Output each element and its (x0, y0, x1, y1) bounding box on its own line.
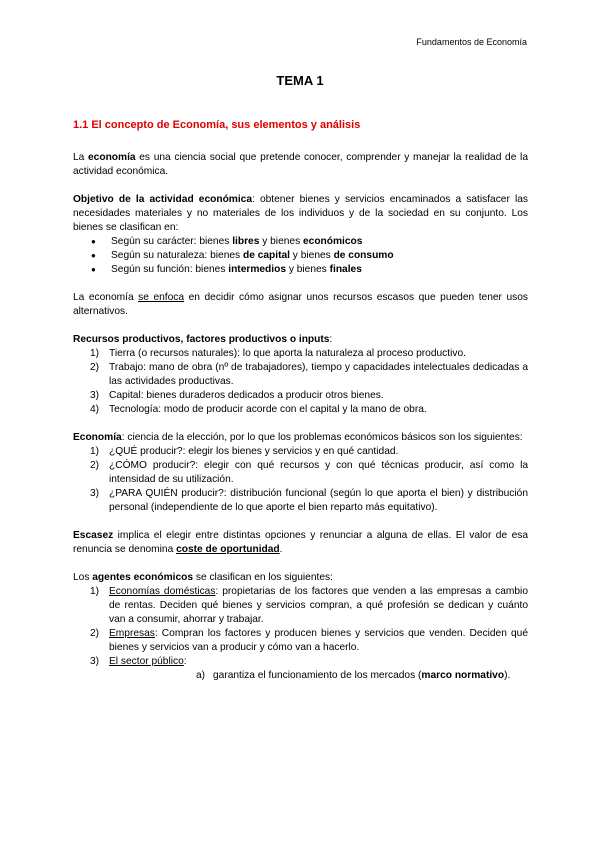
resources-list (73, 347, 528, 417)
list-item (73, 347, 528, 361)
item-text: Tierra (o recursos naturales): lo que aporta la naturaleza al proceso productivo. (109, 348, 466, 359)
list-item (73, 459, 528, 487)
bold-term: libres (232, 236, 260, 247)
text: se clasifican en los siguientes: (193, 572, 333, 583)
text: garantiza el funcionamiento de los mercados ( (213, 670, 422, 681)
list-item (73, 627, 528, 655)
text: ). (504, 670, 511, 681)
text: La economía (73, 292, 139, 303)
bold-term: Recursos productivos, factores productivos o inputs (73, 334, 330, 345)
paragraph-scarcity (73, 529, 528, 557)
item-number: 2) (90, 460, 100, 471)
item-text: : (183, 656, 187, 667)
item-number: a) (196, 670, 206, 681)
item-number: 1) (90, 446, 100, 457)
bold-term: Objetivo de la actividad económica (73, 194, 253, 205)
underlined-term: Economías domésticas (109, 586, 216, 597)
text: y bienes (259, 236, 303, 247)
text: es una ciencia social que pretende conocer, comprender y manejar la realidad de la actividad económica. (73, 152, 528, 177)
goods-list (73, 235, 528, 277)
list-item (73, 389, 528, 403)
document-body (73, 118, 528, 697)
bold-term: Escasez (73, 530, 114, 541)
text: y bienes (286, 264, 330, 275)
text: Los (73, 572, 93, 583)
item-number: 3) (90, 390, 100, 401)
underlined-term: Empresas (109, 628, 155, 639)
item-text: ¿PARA QUIÉN producir?: distribución funcional (según lo que aporta el bien) y distribución personal (independiente de lo que aporte el bien reparto más equitativo). (109, 488, 528, 513)
item-text: ¿QUÉ producir?: elegir los bienes y servicios y en qué cantidad. (109, 446, 399, 457)
paragraph-economics (73, 431, 528, 445)
item-number: 4) (90, 404, 100, 415)
sub-list-item (109, 669, 528, 683)
item-text: : propietarias de los factores que venden a las empresas a cambio de rentas. Deciden qué bienes y servicios compran, a qué profesión se dedican y cuánto van a consumir, ahorrar y trabajar. (109, 586, 528, 625)
list-item (73, 445, 528, 459)
text: y bienes (289, 250, 334, 261)
underlined-term: El sector público (109, 656, 184, 667)
item-number: 2) (90, 628, 100, 639)
item-text: Capital: bienes duraderos dedicados a producir otros bienes. (109, 390, 384, 401)
item-number: 3) (90, 488, 100, 499)
bold-term: de consumo (333, 250, 394, 261)
text: Según su carácter: bienes (111, 236, 233, 247)
list-item (73, 585, 528, 627)
item-number: 2) (90, 362, 100, 373)
paragraph-objective (73, 193, 528, 235)
item-text: Trabajo: mano de obra (nº de trabajadores), tiempo y capacidades intelectuales dedicadas a las actividades productivas. (109, 362, 528, 387)
agents-list (73, 585, 528, 683)
text: : ciencia de la elección, por lo que los problemas económicos básicos son los siguientes: (121, 432, 523, 443)
list-item (73, 235, 528, 249)
bold-underlined-term: coste de oportunidad (176, 544, 280, 555)
list-item (73, 403, 528, 417)
list-item (73, 361, 528, 389)
text: La (73, 152, 89, 163)
text: Según su función: bienes (111, 264, 229, 275)
list-item (73, 249, 528, 263)
item-number: 3) (90, 656, 100, 667)
running-header: Fundamentos de Economía (416, 37, 527, 47)
item-text: ¿CÓMO producir?: elegir con qué recursos y con qué técnicas producir, así como la intensidad de su utilización. (109, 460, 528, 485)
list-item (73, 655, 528, 683)
bold-term: finales (329, 264, 362, 275)
text: : (329, 334, 333, 345)
bold-term: intermedios (228, 264, 286, 275)
list-item (73, 263, 528, 277)
list-item (73, 487, 528, 515)
item-text: Tecnología: modo de producir acorde con el capital y la mano de obra. (109, 404, 427, 415)
page-title: TEMA 1 (276, 73, 324, 88)
paragraph-resources (73, 333, 528, 347)
text: Según su naturaleza: bienes (111, 250, 243, 261)
bold-term: marco normativo (421, 670, 505, 681)
item-text: : Compran los factores y producen bienes y servicios que venden. Deciden qué bienes y servicios van a producir y cómo van a hacerlo. (109, 628, 528, 653)
bold-term: económicos (303, 236, 363, 247)
text: . (279, 544, 283, 555)
bold-term: de capital (242, 250, 290, 261)
paragraph-focus (73, 291, 528, 319)
paragraph-economy-definition (73, 151, 528, 179)
bold-term: agentes económicos (92, 572, 194, 583)
bold-term: Economía (73, 432, 122, 443)
text: implica el elegir entre distintas opciones y renunciar a alguna de ellas. El valor de esa renuncia se denomina (73, 530, 528, 555)
text: : obtener bienes y servicios encaminados a satisfacer las necesidades materiales y no materiales de los individuos y de la sociedad en su conjunto. Los bienes se clasifican en: (73, 194, 528, 233)
item-number: 1) (90, 348, 100, 359)
bold-term: economía (88, 152, 136, 163)
section-title: 1.1 El concepto de Economía, sus elementos y análisis (73, 119, 361, 131)
item-number: 1) (90, 586, 100, 597)
underlined-term: se enfoca (138, 292, 185, 303)
text: en decidir cómo asignar unos recursos escasos que pueden tener usos alternativos. (73, 292, 529, 317)
problems-list (73, 445, 528, 515)
paragraph-agents (73, 571, 528, 585)
